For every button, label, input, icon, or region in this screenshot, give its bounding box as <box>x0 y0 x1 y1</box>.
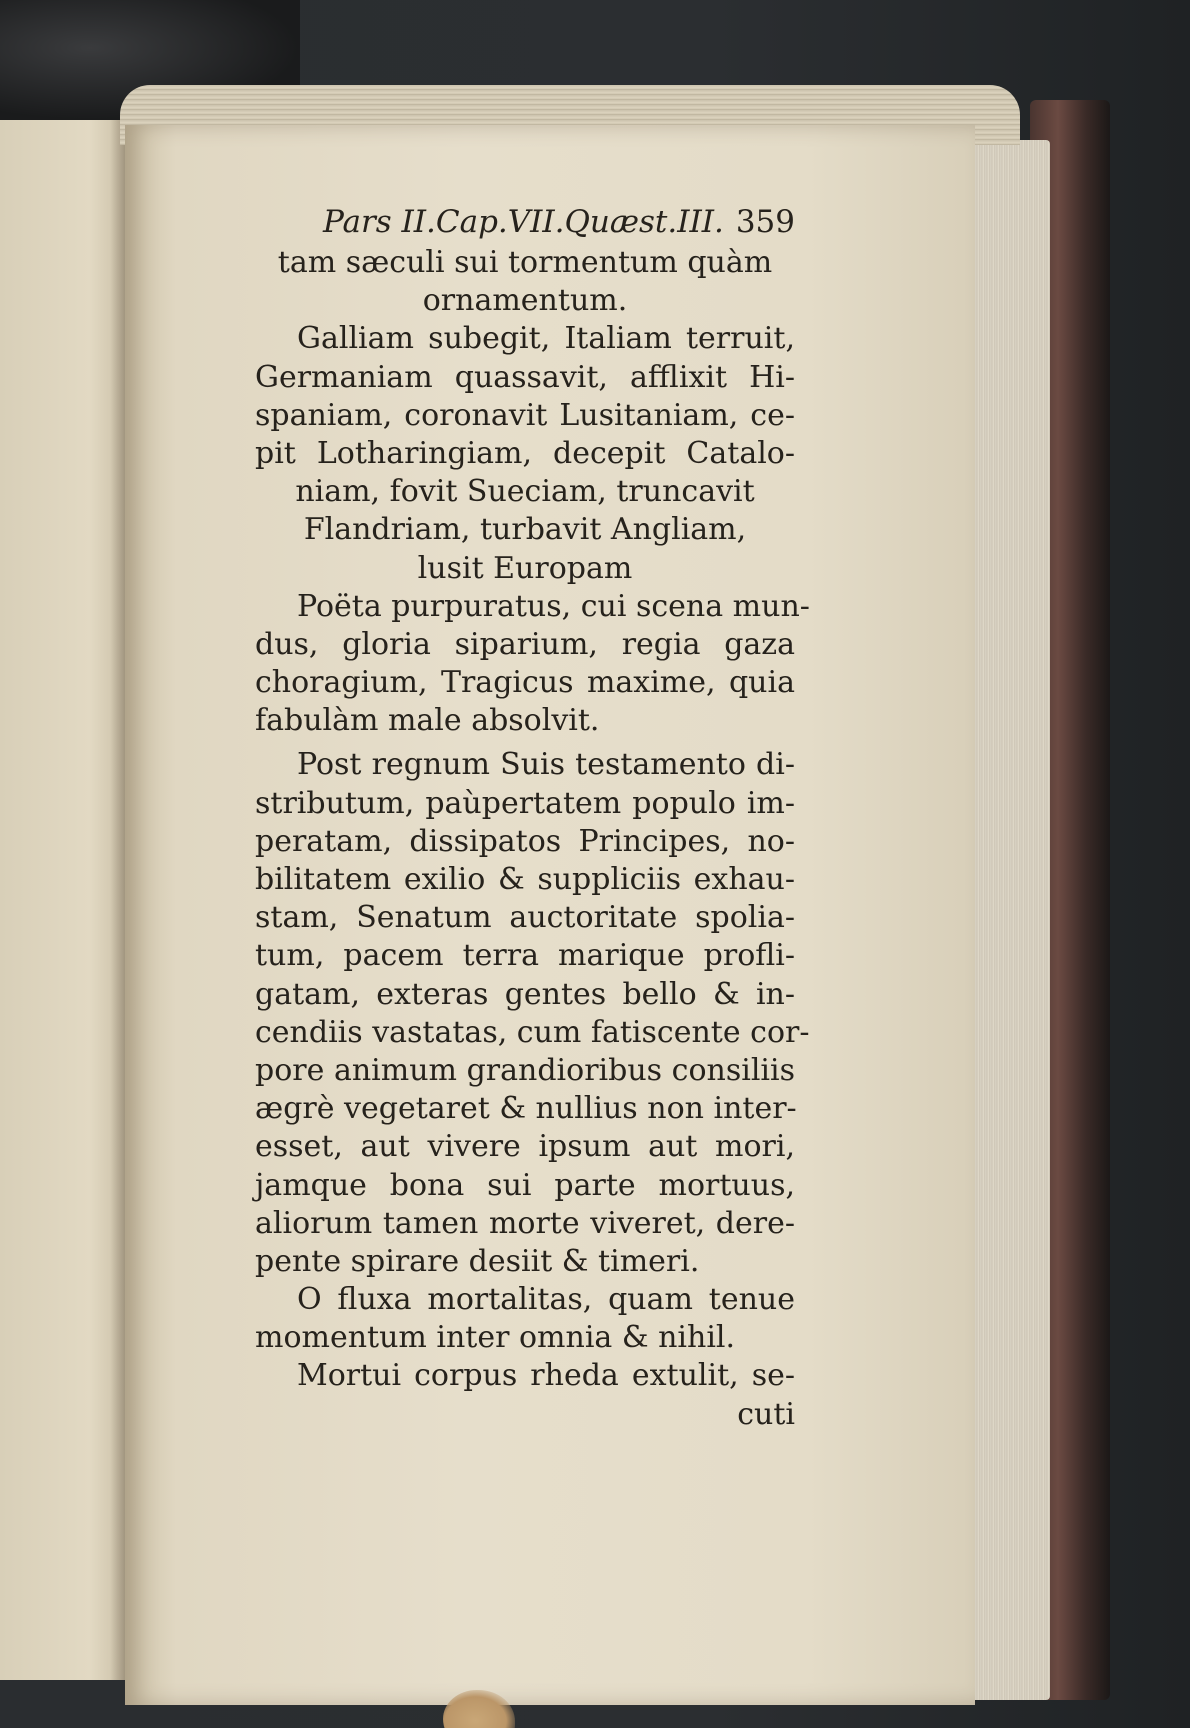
text-line: choragium, Tragicus maxime, quia <box>255 665 795 701</box>
text-line: Flandriam, turbavit Angliam, <box>303 512 747 548</box>
text-line: spaniam, coronavit Lusitaniam, ce- <box>255 397 795 433</box>
text-line: stam, Senatum auctoritate spolia- <box>255 900 795 936</box>
text-line: esset, aut vivere ipsum aut mori, <box>255 1129 795 1165</box>
paper-stain <box>443 1690 515 1728</box>
text-line: cendiis vastatas, cum fatiscente cor- <box>255 1014 810 1050</box>
text-line: Mortui corpus rheda extulit, se- <box>297 1358 795 1394</box>
text-line: niam, fovit Sueciam, truncavit <box>295 474 755 510</box>
text-line: momentum inter omnia & nihil. <box>255 1320 736 1356</box>
text-line: gatam, exteras gentes bello & in- <box>255 976 795 1012</box>
running-title: Pars II.Cap.VII.Quæst.III. <box>323 204 724 240</box>
text-line: O fluxa mortalitas, quam tenue <box>297 1282 795 1318</box>
text-line: lusit Europam <box>417 550 633 586</box>
text-line: aliorum tamen morte viveret, dere- <box>255 1205 795 1241</box>
text-line: Germaniam quassavit, afflixit Hi- <box>255 359 795 395</box>
text-line: tum, pacem terra marique profli- <box>255 938 795 974</box>
catchword: cuti <box>737 1396 795 1432</box>
text-line: fabulàm male absolvit. <box>255 703 600 739</box>
text-line: pore animum grandioribus consiliis <box>255 1052 795 1088</box>
text-line: stributum, paùpertatem populo im- <box>255 785 795 821</box>
text-line: bilitatem exilio & suppliciis exhau- <box>255 862 795 897</box>
text-line: jamque bona sui parte mortuus, <box>255 1167 795 1203</box>
text-line: Galliam subegit, Italiam terruit, <box>297 321 795 357</box>
page-text <box>255 200 810 1434</box>
running-header <box>255 200 795 244</box>
text-line: pente spirare desiit & timeri. <box>255 1243 700 1279</box>
text-line: Poëta purpuratus, cui scena mun- <box>297 588 810 624</box>
page-number: 359 <box>735 204 795 240</box>
text-line: peratam, dissipatos Principes, no- <box>255 823 795 859</box>
text-line: ornamentum. <box>422 283 628 319</box>
text-line: Post regnum Suis testamento di- <box>297 747 795 783</box>
text-line: ægrè vegetaret & nullius non inter- <box>255 1091 797 1127</box>
text-line: dus, gloria siparium, regia gaza <box>255 626 795 662</box>
text-line: tam sæculi sui tormentum quàm <box>277 245 773 280</box>
text-line: pit Lotharingiam, decepit Catalo- <box>255 435 795 471</box>
left-page <box>0 120 128 1680</box>
